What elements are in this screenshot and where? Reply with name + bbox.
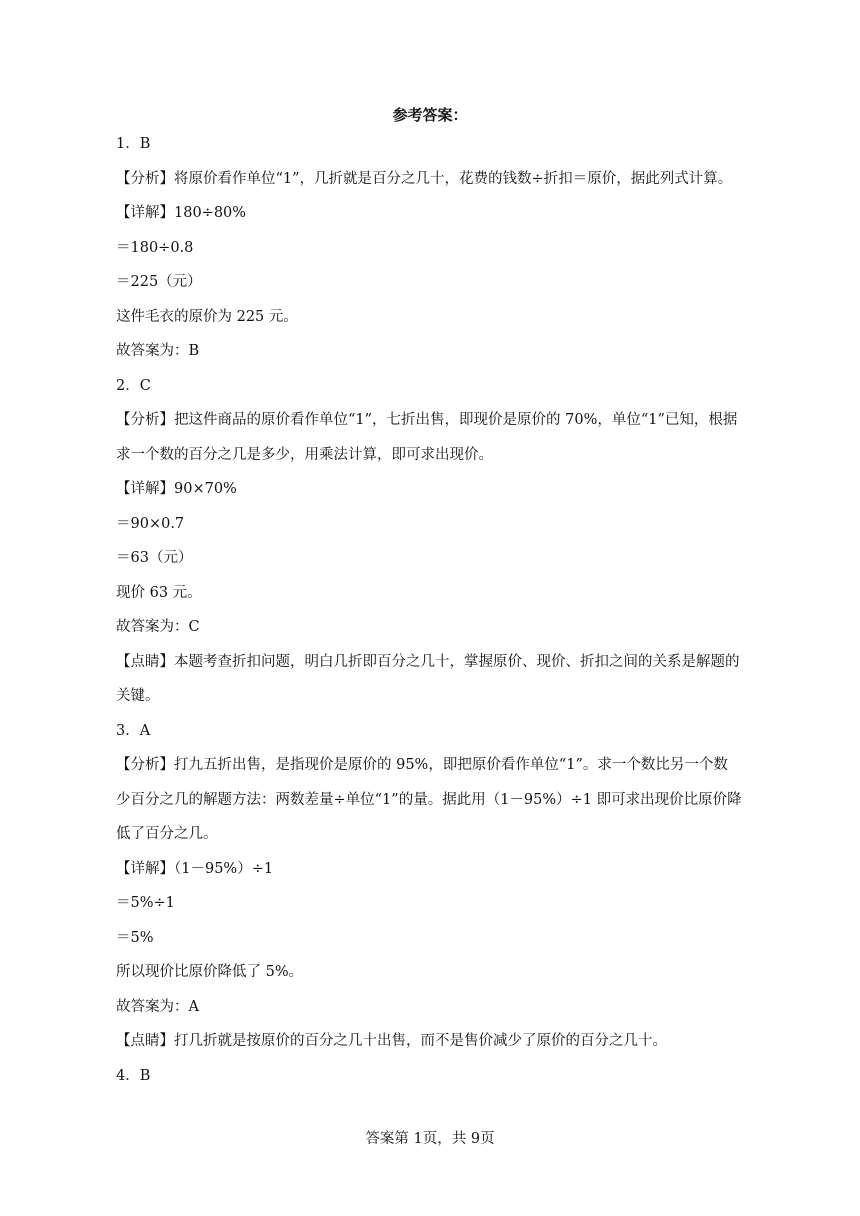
answer-line: 故答案为：C — [116, 619, 200, 635]
answer-line: ＝180÷0.8 — [116, 239, 194, 256]
answer-line: ＝225（元） — [116, 274, 202, 290]
answer-line: 【分析】把这件商品的原价看作单位“1”，七折出售，即现价是原价的 70%，单位“1”已知，根据求一个数的百分之几是多少，用乘法计算，即可求出现价。 — [116, 412, 738, 463]
answer-line: 现价 63 元。 — [116, 584, 202, 601]
answer-line: 【点睛】打几折就是按原价的百分之几十出售，而不是售价减少了原价的百分之几十。 — [116, 1033, 667, 1049]
page-title: 参考答案： — [392, 106, 468, 124]
answer-line: 2．C — [116, 377, 151, 394]
answer-line: 故答案为：A — [116, 998, 199, 1015]
answer-line: 【详解】180÷80% — [116, 205, 247, 221]
answer-line: 【详解】90×70% — [116, 481, 237, 497]
answer-line: 【分析】打九五折出售，是指现价是原价的 95%，即把原价看作单位“1”。求一个数比另一个数少百分之几的解题方法：两数差量÷单位“1”的量。据此用（1－95%）÷1 即可求出现价比原价降低了百分之几。 — [116, 757, 742, 843]
answer-line: 这件毛衣的原价为 225 元。 — [116, 308, 298, 325]
answer-line: 3．A — [116, 722, 151, 739]
answer-content — [116, 135, 742, 1101]
answer-line: 所以现价比原价降低了 5%。 — [116, 964, 304, 980]
answer-line: ＝5%÷1 — [116, 895, 175, 911]
answer-line: ＝63（元） — [116, 550, 193, 566]
answer-line: ＝90×0.7 — [116, 515, 185, 532]
answer-line: 4．B — [116, 1067, 151, 1084]
answer-line: 1．B — [116, 136, 151, 152]
page-footer: 答案第 1页，共 9页 — [365, 1131, 495, 1147]
answer-line: 【分析】将原价看作单位“1”，几折就是百分之几十，花费的钱数÷折扣＝原价，据此列式计算。 — [116, 170, 733, 187]
answer-line: 【点睛】本题考查折扣问题，明白几折即百分之几十，掌握原价、现价、折扣之间的关系是解题的关键。 — [116, 653, 740, 705]
answer-line: ＝5% — [116, 929, 154, 946]
answer-line: 【详解】（1－95%）÷1 — [116, 860, 274, 877]
answer-line: 故答案为：B — [116, 343, 200, 359]
